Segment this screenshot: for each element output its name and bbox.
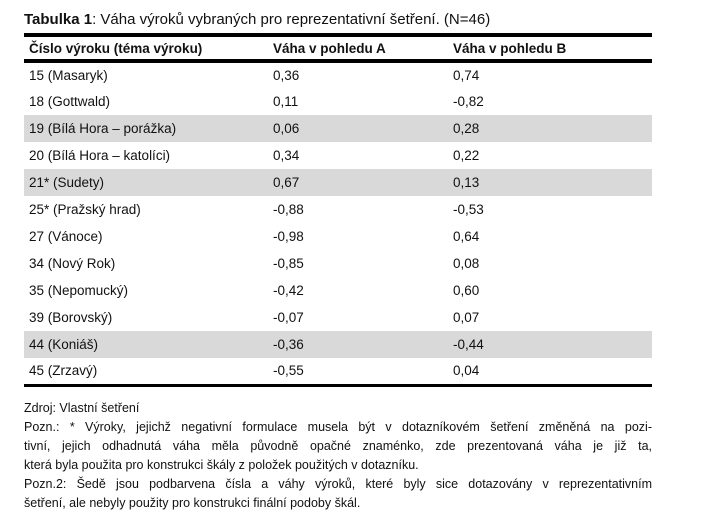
note-1-line-1: Pozn.: * Výroky, jejichž negativní formulace musela být v dotazníkovém šetření změněná na pozi- xyxy=(24,419,652,434)
weight-a-cell: -0,36 xyxy=(273,337,304,352)
note-2-line-1: Pozn.2: Šedě jsou podbarvena čísla a váhy výroků, které byly sice dotazovány v reprezentativním xyxy=(24,476,652,491)
note-1-line-3: která byla použita pro konstrukci škály z položek použitých v dotazníku. xyxy=(24,457,419,472)
weight-a-cell: 0,67 xyxy=(273,175,300,190)
weight-a-cell: 0,34 xyxy=(273,148,300,163)
weight-b-cell: -0,53 xyxy=(453,202,484,217)
header-weight-b: Váha v pohledu B xyxy=(448,35,652,61)
table-row xyxy=(24,142,652,169)
header-statement: Číslo výroku (téma výroku) xyxy=(24,35,268,61)
table-header-row xyxy=(24,35,652,61)
table-row xyxy=(24,331,652,358)
table-row xyxy=(24,61,652,88)
statement-cell: 27 (Vánoce) xyxy=(29,229,103,244)
statement-cell: 34 (Nový Rok) xyxy=(29,256,116,271)
statement-cell: 44 (Koniáš) xyxy=(29,337,99,352)
weight-b-cell: 0,13 xyxy=(453,175,480,190)
statement-cell: 35 (Nepomucký) xyxy=(29,283,129,298)
weight-a-cell: -0,42 xyxy=(273,283,304,298)
table-row xyxy=(24,169,652,196)
weight-a-cell: 0,11 xyxy=(273,94,299,109)
statement-cell: 21* (Sudety) xyxy=(29,175,105,190)
weight-b-cell: 0,60 xyxy=(453,283,480,298)
weight-b-cell: 0,04 xyxy=(453,363,480,379)
weight-a-cell: 0,36 xyxy=(273,68,300,83)
weight-b-cell: -0,44 xyxy=(453,337,484,352)
table-row xyxy=(24,304,652,331)
statement-cell: 39 (Borovský) xyxy=(29,310,113,325)
statement-cell: 20 (Bílá Hora – katolíci) xyxy=(29,148,171,163)
weight-b-cell: 0,07 xyxy=(453,310,480,325)
weight-a-cell: -0,07 xyxy=(273,310,304,325)
table-block xyxy=(24,10,652,513)
source-note: Zdroj: Vlastní šetření xyxy=(24,400,140,415)
weight-a-cell: -0,55 xyxy=(273,363,304,379)
weight-a-cell: -0,85 xyxy=(273,256,304,271)
weight-b-cell: -0,82 xyxy=(453,94,484,109)
statement-cell: 25* (Pražský hrad) xyxy=(29,202,141,217)
weight-b-cell: 0,28 xyxy=(453,121,480,136)
table-row xyxy=(24,196,652,223)
table-row xyxy=(24,250,652,277)
note-1-line-2: tivní, jejich odhadnutá váha měla původně opačné znaménko, zde prezentovaná váha je již ta, xyxy=(24,438,652,453)
statement-cell: 45 (Zrzavý) xyxy=(29,363,98,379)
table-row xyxy=(24,88,652,115)
statement-cell: 15 (Masaryk) xyxy=(29,68,108,83)
weight-b-cell: 0,22 xyxy=(453,148,480,163)
statement-cell: 18 (Gottwald) xyxy=(29,94,111,109)
table-caption-label: Tabulka 1 xyxy=(24,11,93,28)
table-row xyxy=(24,358,652,385)
weight-b-cell: 0,64 xyxy=(453,229,480,244)
header-weight-a: Váha v pohledu A xyxy=(268,35,448,61)
table-notes xyxy=(24,399,652,513)
weight-a-cell: -0,88 xyxy=(273,202,304,217)
weight-a-cell: 0,06 xyxy=(273,121,300,136)
weights-table xyxy=(24,33,652,387)
table-row xyxy=(24,277,652,304)
table-row xyxy=(24,115,652,142)
table-caption-text: : Váha výroků vybraných pro reprezentativní šetření. (N=46) xyxy=(92,11,491,28)
weight-a-cell: -0,98 xyxy=(273,229,304,244)
weight-b-cell: 0,74 xyxy=(453,68,480,83)
table-row xyxy=(24,223,652,250)
table-body xyxy=(24,61,652,385)
statement-cell: 19 (Bílá Hora – porážka) xyxy=(29,121,177,136)
weight-b-cell: 0,08 xyxy=(453,256,480,271)
table-caption xyxy=(24,10,652,29)
note-2-line-2: šetření, ale nebyly použity pro konstrukci finální podoby škál. xyxy=(24,495,361,510)
